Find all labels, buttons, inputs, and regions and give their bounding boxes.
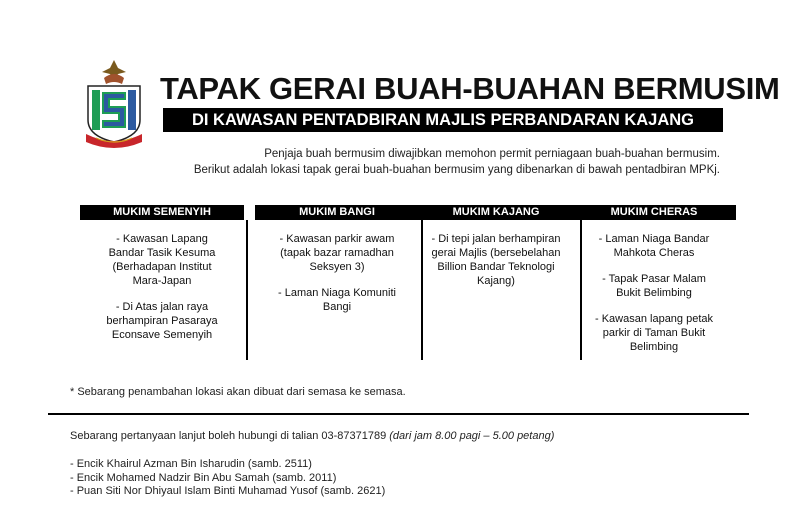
location-item: - Di Atas jalan raya berhampiran Pasaraya Econsave Semenyih: [106, 301, 218, 341]
mukim-cheras-column: [572, 205, 736, 355]
mukim-header: MUKIM KAJANG: [414, 205, 578, 220]
contact-person: - Encik Khairul Azman Bin Isharudin (samb. 2511): [70, 458, 312, 470]
contact-person: - Puan Siti Nor Dhiyaul Islam Binti Muhamad Yusof (samb. 2621): [70, 485, 386, 497]
mukim-header: MUKIM CHERAS: [572, 205, 736, 220]
contact-line: [70, 430, 554, 442]
intro-line-1: Penjaja buah bermusim diwajibkan memohon permit perniagaan buah-buahan bermusim.: [264, 148, 720, 160]
page-title: TAPAK GERAI BUAH-BUAHAN BERMUSIM: [160, 71, 780, 106]
location-item: - Tapak Pasar Malam Bukit Belimbing: [602, 273, 706, 299]
contact-person: - Encik Mohamed Nadzir Bin Abu Samah (samb. 2011): [70, 471, 337, 484]
column-divider: [246, 220, 248, 360]
mpkj-crest-icon: [82, 58, 146, 150]
contact-hours: (dari jam 8.00 pagi – 5.00 petang): [389, 430, 555, 442]
location-item: - Laman Niaga Bandar Mahkota Cheras: [598, 233, 710, 259]
location-item: - Di tepi jalan berhampiran gerai Majlis (bersebelahan Billion Bandar Teknologi Kajang): [431, 233, 561, 287]
mukim-semenyih-column: [80, 205, 244, 355]
location-item: - Laman Niaga Komuniti Bangi: [277, 287, 396, 313]
contact-persons-list: [70, 458, 385, 499]
contact-text: Sebarang pertanyaan lanjut boleh hubungi di talian 03-87371789: [70, 430, 387, 442]
location-item: - Kawasan parkir awam (tapak bazar ramadhan Seksyen 3): [279, 233, 395, 273]
mukim-header: MUKIM SEMENYIH: [80, 205, 244, 220]
mukim-bangi-column: [255, 205, 419, 355]
location-item: - Kawasan Lapang Bandar Tasik Kesuma (Berhadapan Institut Mara-Japan: [108, 233, 216, 287]
intro-line-2: Berikut adalah lokasi tapak gerai buah-buahan bermusim yang dibenarkan di bawah pentadbiran MPKj.: [193, 164, 720, 176]
footnote: * Sebarang penambahan lokasi akan dibuat dari semasa ke semasa.: [70, 386, 406, 398]
location-item: - Kawasan lapang petak parkir di Taman Bukit Belimbing: [594, 313, 714, 353]
mukim-header: MUKIM BANGI: [255, 205, 419, 220]
mukim-kajang-column: [414, 205, 578, 355]
horizontal-divider: [48, 413, 749, 415]
intro-text: [194, 146, 720, 178]
page-subtitle: DI KAWASAN PENTADBIRAN MAJLIS PERBANDARAN KAJANG: [163, 108, 723, 132]
